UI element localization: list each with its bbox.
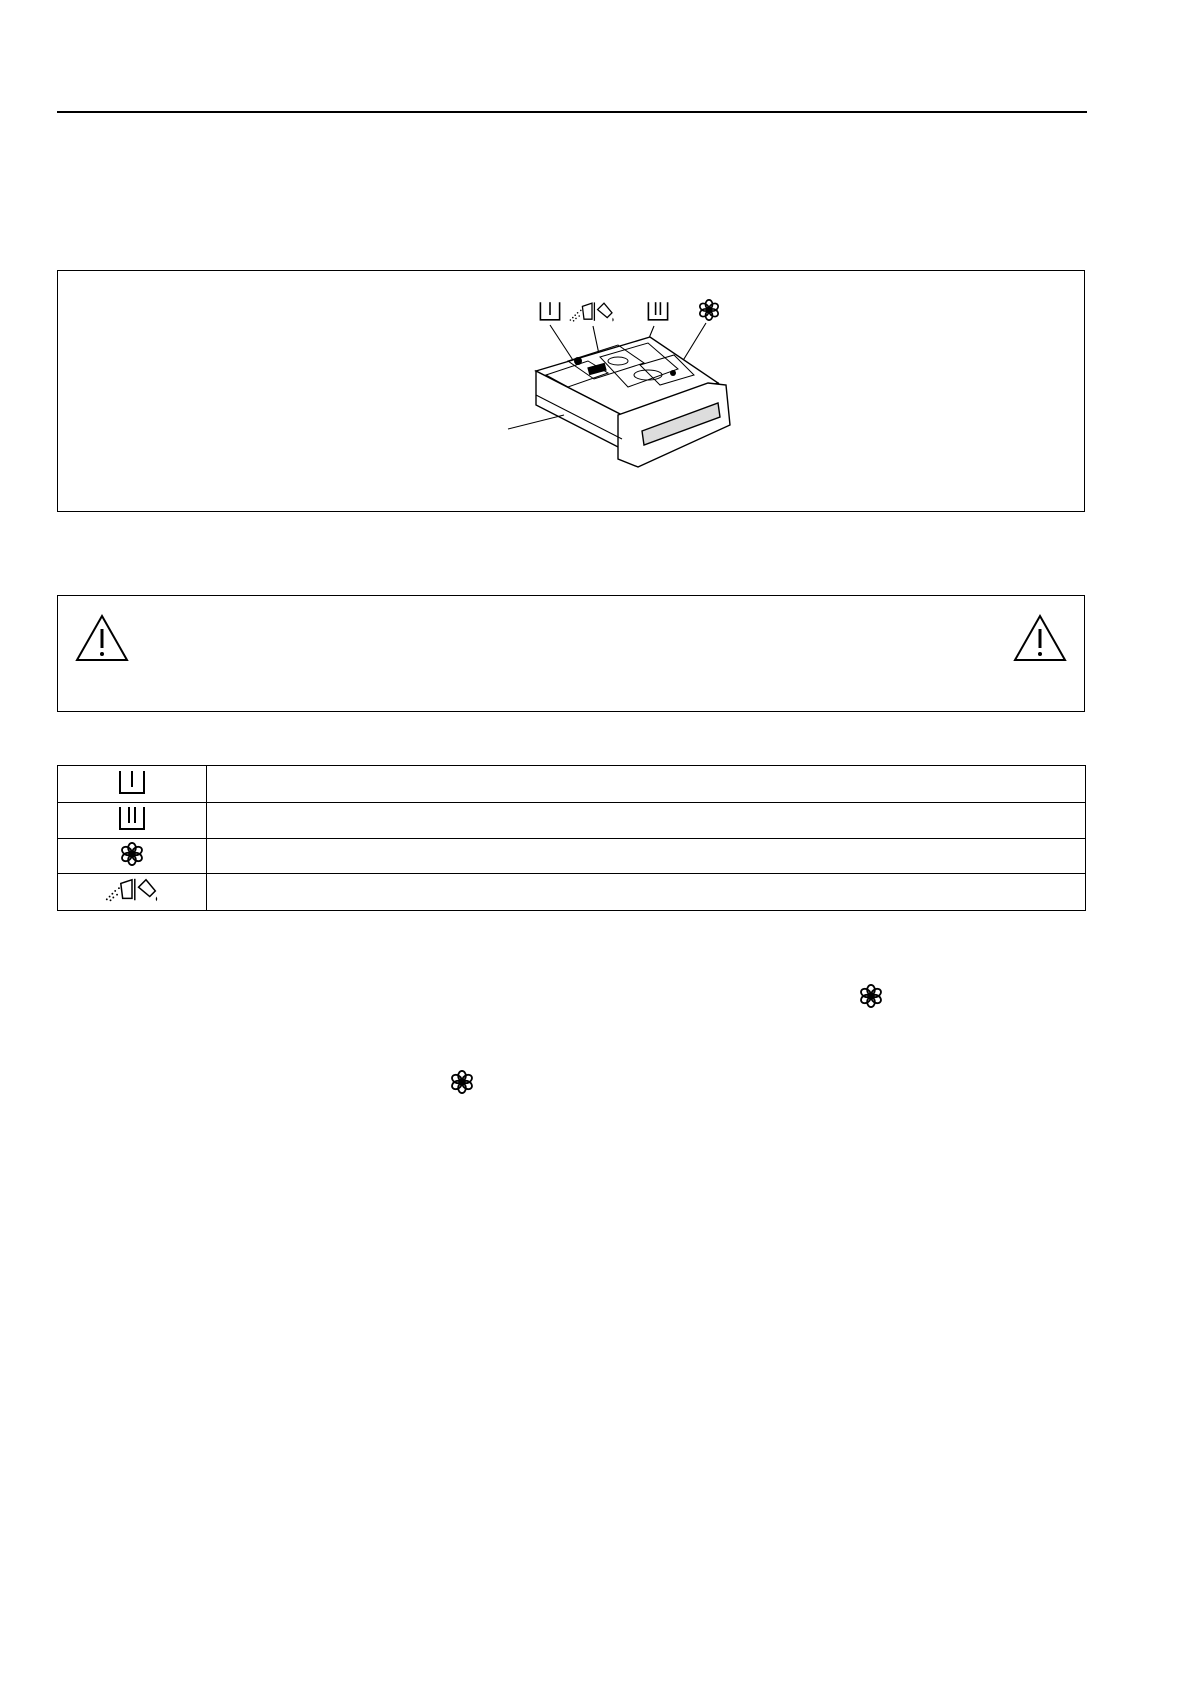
legend-symbol-cell <box>58 766 207 803</box>
warning-triangle-icon <box>74 613 130 663</box>
table-row <box>58 839 1086 874</box>
compartment-legend-table <box>57 765 1086 911</box>
dispenser-figure <box>57 270 1085 512</box>
legend-description <box>207 874 1086 911</box>
prewash-compartment-icon <box>116 767 148 797</box>
main-wash-compartment-icon <box>116 803 148 833</box>
warning-notice <box>57 595 1085 712</box>
fabric-softener-flower-icon <box>120 842 144 866</box>
table-row <box>58 766 1086 803</box>
fabric-softener-flower-icon <box>450 1070 474 1094</box>
legend-symbol-cell <box>58 874 207 911</box>
warning-triangle-icon <box>1012 613 1068 663</box>
header-rule <box>57 111 1087 113</box>
table-row <box>58 874 1086 911</box>
powder-liquid-detergent-icon <box>570 302 614 321</box>
table-row <box>58 803 1086 839</box>
fabric-softener-flower-icon <box>859 984 883 1008</box>
powder-liquid-detergent-icon <box>104 876 160 904</box>
main-wash-compartment-icon <box>648 302 667 320</box>
prewash-compartment-icon <box>540 302 559 320</box>
fabric-softener-flower-icon <box>698 300 719 320</box>
legend-symbol-cell <box>58 839 207 874</box>
legend-description <box>207 839 1086 874</box>
legend-description <box>207 803 1086 839</box>
legend-description <box>207 766 1086 803</box>
detergent-drawer-illustration <box>468 299 738 489</box>
legend-symbol-cell <box>58 803 207 839</box>
